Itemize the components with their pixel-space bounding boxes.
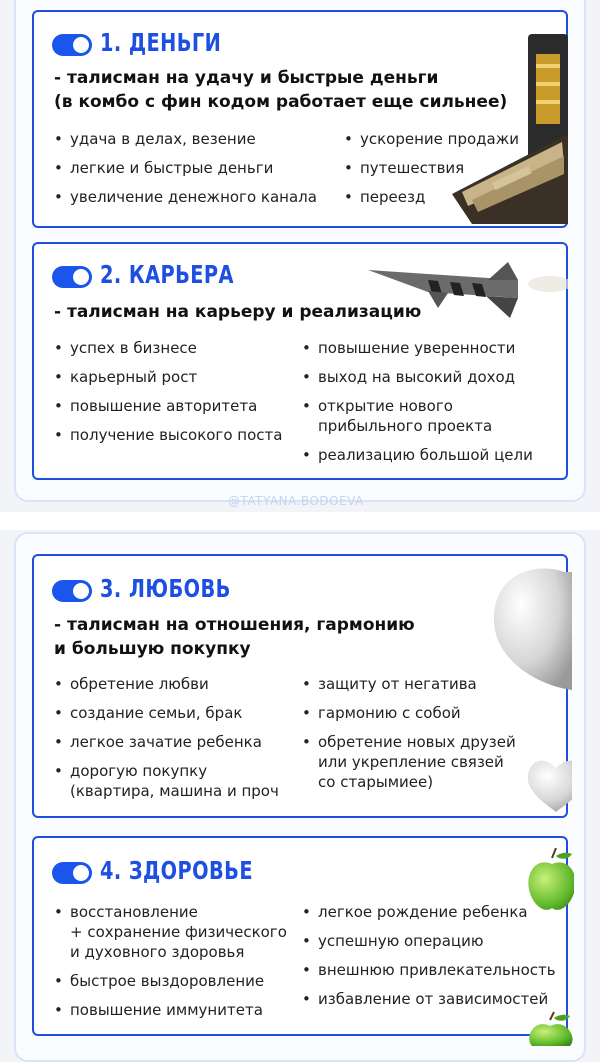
watermark-text: @TATYANA.BODOEVA [228, 494, 364, 508]
toggle-switch[interactable] [52, 34, 92, 56]
list-item: • повышение иммунитета [54, 1000, 287, 1020]
toggle-knob [73, 37, 89, 53]
right-list [302, 674, 516, 792]
card-title: 2. КАРЬЕРА [100, 260, 234, 289]
right-list [302, 902, 556, 1009]
left-list [54, 129, 317, 207]
list-item: • переезд [344, 187, 519, 207]
left-list [54, 338, 282, 445]
left-list [54, 902, 287, 1020]
toggle-knob [73, 269, 89, 285]
heart-image [486, 562, 572, 812]
list-item: • гармонию с собой [302, 703, 516, 723]
list-item: • успех в бизнесе [54, 338, 282, 358]
list-item: • защиту от негатива [302, 674, 516, 694]
list-item: • открытие нового прибыльного проекта [302, 396, 533, 436]
list-item: • восстановление + сохранение физического и духовного здоровья [54, 902, 287, 962]
list-item: • карьерный рост [54, 367, 282, 387]
list-item: • выход на высокий доход [302, 367, 533, 387]
toggle-knob [73, 583, 89, 599]
toggle-switch[interactable] [52, 266, 92, 288]
toggle-knob [73, 865, 89, 881]
toggle-switch[interactable] [52, 580, 92, 602]
list-item: • повышение авторитета [54, 396, 282, 416]
list-item: • обретение новых друзей или укрепление связей со старымиее) [302, 732, 516, 792]
money-suitcase-image [432, 24, 572, 230]
list-item: • легкое зачатие ребенка [54, 732, 279, 752]
list-item: • избавление от зависимостей [302, 989, 556, 1009]
list-item: • путешествия [344, 158, 519, 178]
list-item: • реализацию большой цели [302, 445, 533, 465]
card-title: 3. ЛЮБОВЬ [100, 574, 231, 603]
list-item: • получение высокого поста [54, 425, 282, 445]
list-item: • легкие и быстрые деньги [54, 158, 317, 178]
toggle-switch[interactable] [52, 862, 92, 884]
card-subtitle: - талисман на удачу и быстрые деньги (в комбо с фин кодом работает еще сильнее) [54, 68, 508, 112]
card-subtitle: - талисман на отношения, гармонию и большую покупку [54, 615, 415, 659]
panel-gap [0, 512, 600, 530]
list-item: • обретение любви [54, 674, 279, 694]
list-item: • внешнюю привлекательность [302, 960, 556, 980]
list-item: • успешную операцию [302, 931, 556, 951]
list-item: • удача в делах, везение [54, 129, 317, 149]
card-title: 4. ЗДОРОВЬЕ [100, 856, 253, 885]
list-item: • создание семьи, брак [54, 703, 279, 723]
green-apple-image [526, 848, 574, 1046]
card-title: 1. ДЕНЬГИ [100, 28, 222, 57]
left-list [54, 674, 279, 801]
list-item: • повышение уверенности [302, 338, 533, 358]
right-list [302, 338, 533, 465]
list-item: • ускорение продажи [344, 129, 519, 149]
list-item: • легкое рождение ребенка [302, 902, 556, 922]
list-item: • быстрое выздоровление [54, 971, 287, 991]
list-item: • увеличение денежного канала [54, 187, 317, 207]
card-health [32, 836, 568, 1036]
card-subtitle: - талисман на карьеру и реализацию [54, 302, 422, 322]
rocket-image [368, 258, 568, 338]
list-item: • дорогую покупку (квартира, машина и проч [54, 761, 279, 801]
